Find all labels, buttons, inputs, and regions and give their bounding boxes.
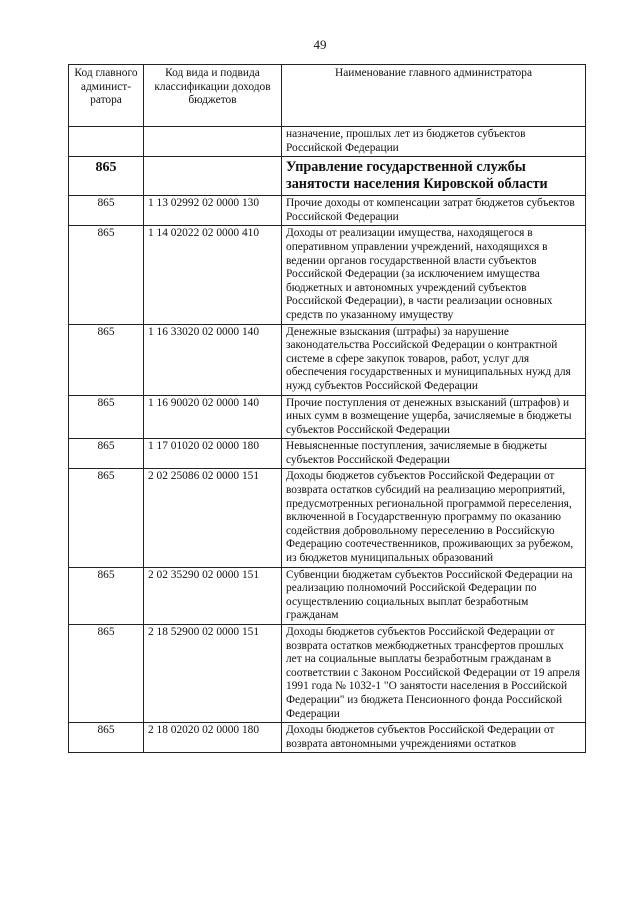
income-code-cell: 1 14 02022 02 0000 410 (144, 226, 282, 324)
admin-code-cell: 865 (69, 157, 144, 196)
income-code-cell: 2 18 02020 02 0000 180 (144, 723, 282, 753)
income-code-cell (144, 157, 282, 196)
income-name-cell: Субвенции бюджетам субъектов Российской Федерации на реализацию полномочий Российской Федерации по осуществлению социальных выплат безработным гражданам (282, 567, 586, 624)
table-row (69, 625, 586, 723)
income-code-cell: 1 16 90020 02 0000 140 (144, 395, 282, 439)
table-row (69, 324, 586, 395)
header-admin-code: Код главного админист-ратора (69, 65, 144, 127)
table-row (69, 567, 586, 624)
table-header (69, 65, 586, 127)
income-name-cell: Доходы бюджетов субъектов Российской Федерации от возврата остатков межбюджетных трансфертов прошлых лет на социальные выплаты безработным гражданам в соответствии с Законом Российской Федерации от 19 апреля 1991 года № 1032-1 "О занятости населения в Российской Федерации" из бюджета Пенсионного фонда Российской Федерации (282, 625, 586, 723)
income-name-cell: Доходы бюджетов субъектов Российской Федерации от возврата остатков субсидий на реализацию мероприятий, предусмотренных региональной программой переселения, включенной в Государственную программу по оказанию содействия добровольному переселению в Российскую Федерацию соотечественников, проживающих за рубежом, из бюджетов муниципальных образований (282, 469, 586, 567)
income-name-cell: Денежные взыскания (штрафы) за нарушение законодательства Российской Федерации о контрактной системе в сфере закупок товаров, работ, услуг для обеспечения государственных и муниципальных нужд для нужд субъектов Российской Федерации (282, 324, 586, 395)
admin-code-cell: 865 (69, 469, 144, 567)
admin-code-cell (69, 127, 144, 157)
income-code-cell: 1 13 02992 02 0000 130 (144, 196, 282, 226)
income-name-cell: Прочие поступления от денежных взысканий (штрафов) и иных сумм в возмещение ущерба, зачисляемые в бюджеты субъектов Российской Федерации (282, 395, 586, 439)
agency-row (69, 157, 586, 196)
table-row (69, 127, 586, 157)
income-name-cell: Прочие доходы от компенсации затрат бюджетов субъектов Российской Федерации (282, 196, 586, 226)
table-body (69, 127, 586, 753)
header-admin-name: Наименование главного администратора (282, 65, 586, 127)
admin-code-cell: 865 (69, 567, 144, 624)
admin-code-cell: 865 (69, 625, 144, 723)
income-administrators-table (68, 64, 586, 753)
income-name-cell: Доходы бюджетов субъектов Российской Федерации от возврата автономными учреждениями остатков (282, 723, 586, 753)
income-name-cell: Невыясненные поступления, зачисляемые в бюджеты субъектов Российской Федерации (282, 439, 586, 469)
income-code-cell: 1 17 01020 02 0000 180 (144, 439, 282, 469)
table-row (69, 439, 586, 469)
admin-code-cell: 865 (69, 226, 144, 324)
page-number: 49 (313, 37, 327, 52)
table-row (69, 196, 586, 226)
income-name-cell: Доходы от реализации имущества, находящегося в оперативном управлении учреждений, находящихся в ведении органов государственной власти субъектов Российской Федерации (за исключением имущества бюджетных и автономных учреждений субъектов Российской Федерации), в части реализации основных средств по указанному имуществу (282, 226, 586, 324)
table-row (69, 723, 586, 753)
table-row (69, 226, 586, 324)
income-code-cell: 2 02 25086 02 0000 151 (144, 469, 282, 567)
admin-code-cell: 865 (69, 196, 144, 226)
income-code-cell (144, 127, 282, 157)
admin-code-cell: 865 (69, 324, 144, 395)
header-row (69, 65, 586, 127)
income-code-cell: 2 02 35290 02 0000 151 (144, 567, 282, 624)
agency-name-cell: Управление государственной службы занятости населения Кировской области (282, 157, 586, 196)
income-name-cell: назначение, прошлых лет из бюджетов субъектов Российской Федерации (282, 127, 586, 157)
admin-code-cell: 865 (69, 395, 144, 439)
admin-code-cell: 865 (69, 439, 144, 469)
income-code-cell: 2 18 52900 02 0000 151 (144, 625, 282, 723)
header-income-code: Код вида и подвида классификации доходов бюджетов (144, 65, 282, 127)
table-row (69, 395, 586, 439)
income-code-cell: 1 16 33020 02 0000 140 (144, 324, 282, 395)
admin-code-cell: 865 (69, 723, 144, 753)
table-row (69, 469, 586, 567)
